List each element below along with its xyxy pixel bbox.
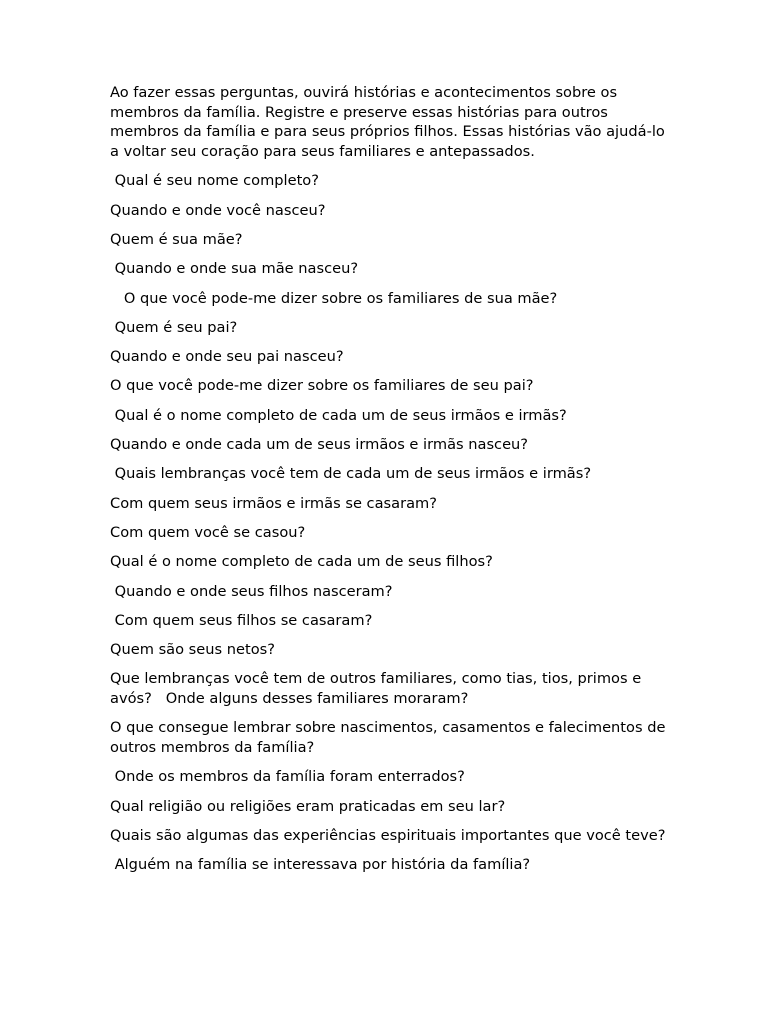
question-line: O que você pode-me dizer sobre os familiares de sua mãe?	[110, 289, 558, 307]
question-line: Que lembranças você tem de outros familiares, como tias, tios, primos e avós? Onde alguns desses familiares moraram?	[110, 670, 646, 708]
question-line: Com quem seus irmãos e irmãs se casaram?	[110, 494, 437, 512]
question-line: Qual é o nome completo de cada um de seus irmãos e irmãs?	[110, 406, 567, 424]
question-line: Qual é seu nome completo?	[110, 172, 319, 190]
question-line: O que você pode-me dizer sobre os familiares de seu pai?	[110, 377, 534, 395]
question-line: O que consegue lembrar sobre nascimentos, casamentos e falecimentos de outros membros da família?	[110, 719, 671, 757]
question-line: Com quem você se casou?	[110, 523, 306, 541]
question-line: Quem é sua mãe?	[110, 231, 243, 248]
question-line: Quem é seu pai?	[110, 318, 238, 336]
question-line: Onde os membros da família foram enterrados?	[110, 768, 465, 786]
question-line: Quem são seus netos?	[110, 641, 275, 659]
document-page	[110, 83, 670, 885]
question-line: Qual é o nome completo de cada um de seus filhos?	[110, 553, 493, 571]
question-line: Qual religião ou religiões eram praticadas em seu lar?	[110, 797, 506, 815]
question-line: Quando e onde você nasceu?	[110, 201, 326, 219]
question-line: Alguém na família se interessava por história da família?	[110, 856, 531, 874]
question-line: Quando e onde cada um de seus irmãos e irmãs nasceu?	[110, 436, 529, 454]
question-line: Quando e onde seu pai nasceu?	[110, 348, 344, 366]
question-line: Quando e onde sua mãe nasceu?	[110, 260, 359, 278]
question-line: Quais são algumas das experiências espirituais importantes que você teve?	[110, 827, 666, 845]
question-line: Quando e onde seus filhos nasceram?	[110, 582, 393, 600]
question-line: Quais lembranças você tem de cada um de seus irmãos e irmãs?	[110, 465, 592, 483]
question-line: Com quem seus filhos se casaram?	[110, 611, 373, 629]
intro-paragraph: Ao fazer essas perguntas, ouvirá histórias e acontecimentos sobre os membros da família. Registre e preserve essas histórias para outros membros da família e para seus próprios filhos. Essas histórias vão ajudá-lo a voltar seu coração para seus familiares e antepassados.	[110, 84, 670, 161]
